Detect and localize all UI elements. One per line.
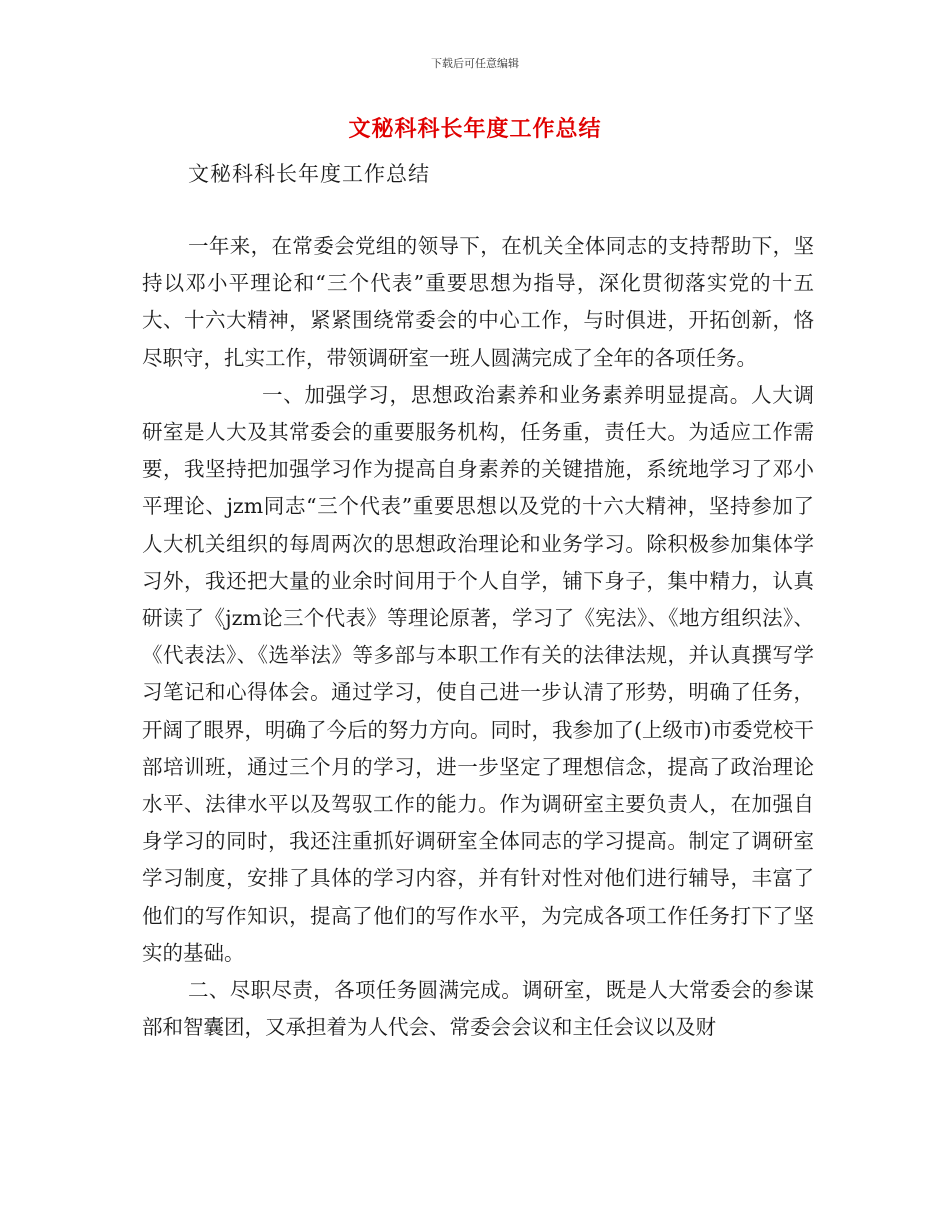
document-body	[142, 228, 814, 1046]
document-title: 文秘科科长年度工作总结	[348, 117, 602, 142]
paragraph-intro: 一年来，在常委会党组的领导下，在机关全体同志的支持帮助下，坚持以邓小平理论和“三个代表”重要思想为指导，深化贯彻落实党的十五大、十六大精神，紧紧围绕常委会的中心工作，与时俱进，开拓创新，恪尽职守，扎实工作，带领调研室一班人圆满完成了全年的各项任务。	[142, 234, 814, 370]
page-header-note: 下载后可任意编辑	[431, 57, 519, 70]
paragraph-section-2: 二、尽职尽责，各项任务圆满完成。调研室，既是人大常委会的参谋部和智囊团，又承担着为人代会、常委会会议和主任会议以及财	[142, 978, 814, 1040]
document-subtitle: 文秘科科长年度工作总结	[188, 162, 430, 186]
paragraph-section-1: 一、加强学习，思想政治素养和业务素养明显提高。人大调研室是人大及其常委会的重要服务机构，任务重，责任大。为适应工作需要，我坚持把加强学习作为提高自身素养的关键措施，系统地学习了邓小平理论、jzm同志“三个代表”重要思想以及党的十六大精神，坚持参加了人大机关组织的每周两次的思想政治理论和业务学习。除积极参加集体学习外，我还把大量的业余时间用于个人自学，铺下身子，集中精力，认真研读了《jzm论三个代表》等理论原著，学习了《宪法》、《地方组织法》、《代表法》、《选举法》等多部与本职工作有关的法律法规，并认真撰写学习笔记和心得体会。通过学习，使自己进一步认清了形势，明确了任务，开阔了眼界，明确了今后的努力方向。同时，我参加了(上级市)市委党校干部培训班，通过三个月的学习，进一步坚定了理想信念，提高了政治理论水平、法律水平以及驾驭工作的能力。作为调研室主要负责人，在加强自身学习的同时，我还注重抓好调研室全体同志的学习提高。制定了调研室学习制度，安排了具体的学习内容，并有针对性对他们进行辅导，丰富了他们的写作知识，提高了他们的写作水平，为完成各项工作任务打下了坚实的基础。	[142, 382, 814, 965]
